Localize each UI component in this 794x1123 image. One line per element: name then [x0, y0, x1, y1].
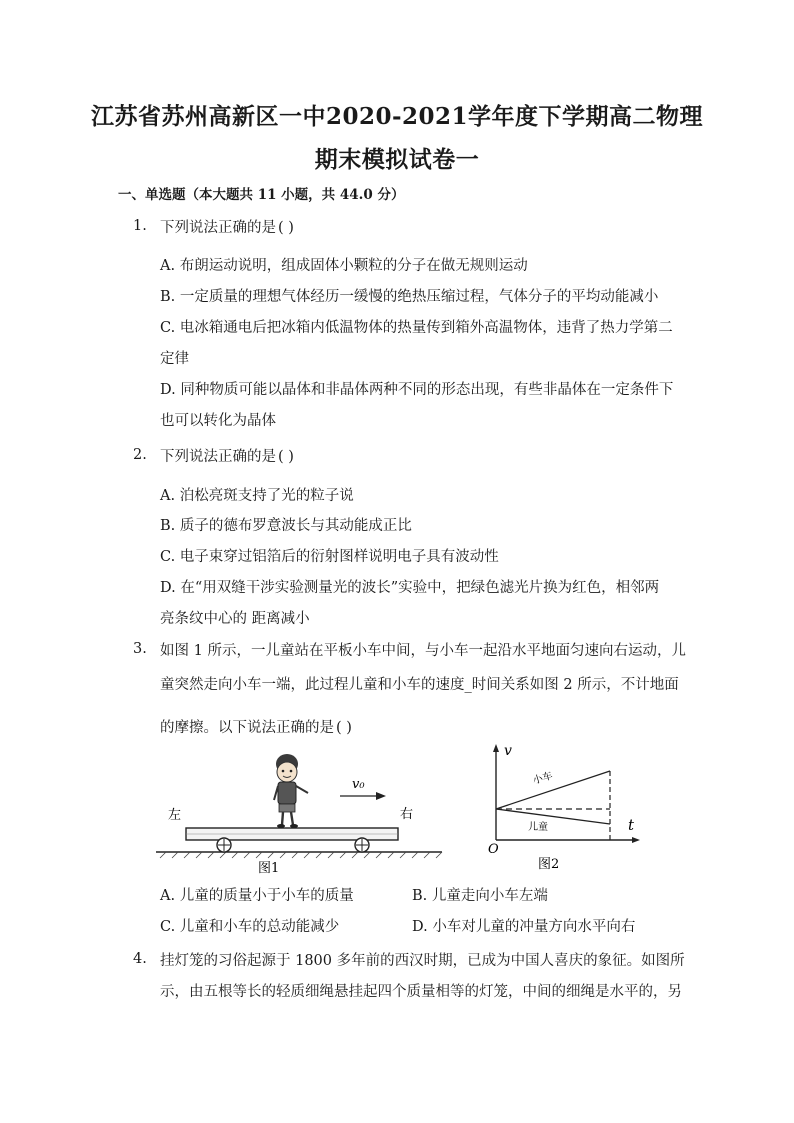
option-c: C. 电冰箱通电后把冰箱内低温物体的热量传到箱外高温物体，违背了热力学第二	[160, 320, 673, 336]
origin-label: O	[488, 842, 499, 857]
x-axis-label: t	[628, 816, 635, 834]
y-axis-label: v	[504, 743, 512, 759]
question-number: 4.	[133, 951, 147, 967]
title-line-2: 期末模拟试卷一	[314, 146, 480, 173]
option-d-continued: 也可以转化为晶体	[160, 413, 276, 429]
question-number: 2.	[133, 447, 147, 463]
option-a: A. 儿童的质量小于小车的质量	[160, 888, 354, 904]
option-d: D. 小车对儿童的冲量方向水平向右	[412, 919, 636, 935]
option-d-continued: 亮条纹中心的 距离减小	[160, 611, 310, 627]
option-c: C. 儿童和小车的总动能减少	[160, 919, 340, 935]
option-a: A. 泊松亮斑支持了光的粒子说	[160, 488, 354, 504]
option-c-continued: 定律	[160, 351, 189, 367]
question-stem-line-2: 童突然走向小车一端，此过程儿童和小车的速度_时间关系如图 2 所示，不计地面	[160, 677, 679, 693]
question-stem-line-1: 如图 1 所示，一儿童站在平板小车中间，与小车一起沿水平地面匀速向右运动，儿	[160, 643, 686, 659]
stem-text: 下列说法正确的是	[160, 449, 276, 465]
cart-line	[496, 771, 610, 809]
stem-text: 的摩擦。以下说法正确的是	[160, 720, 334, 736]
answer-paren: ( )	[336, 720, 352, 736]
right-label: 右	[400, 807, 414, 822]
cart-wheel-left	[217, 838, 231, 852]
question-stem	[160, 445, 294, 466]
question-stem-line-1: 挂灯笼的习俗起源于 1800 多年前的西汉时期，已成为中国人喜庆的象征。如图所	[160, 953, 685, 969]
option-d: D. 同种物质可能以晶体和非晶体两种不同的形态出现，有些非晶体在一定条件下	[160, 382, 674, 398]
option-b: B. 一定质量的理想气体经历一缓慢的绝热压缩过程，气体分子的平均动能减小	[160, 289, 659, 305]
child-figure	[274, 754, 308, 828]
figure-1-caption: 图1	[258, 861, 280, 876]
option-d: D. 在“用双缝干涉实验测量光的波长”实验中，把绿色滤光片换为红色，相邻两	[160, 580, 660, 596]
option-c: C. 电子束穿过铝箔后的衍射图样说明电子具有波动性	[160, 549, 499, 565]
answer-paren: ( )	[278, 220, 294, 236]
left-label: 左	[168, 808, 182, 823]
question-stem	[160, 216, 294, 237]
cart-line-label: 小车	[531, 770, 555, 787]
cart-wheel-right	[355, 838, 369, 852]
question-stem-line-3	[160, 716, 352, 737]
option-b: B. 质子的德布罗意波长与其动能成正比	[160, 518, 412, 534]
velocity-label: v₀	[352, 777, 365, 792]
stem-text: 下列说法正确的是	[160, 220, 276, 236]
option-b: B. 儿童走向小车左端	[412, 888, 548, 904]
question-number: 1.	[133, 218, 147, 234]
answer-paren: ( )	[278, 449, 294, 465]
option-a: A. 布朗运动说明，组成固体小颗粒的分子在做无规则运动	[160, 258, 528, 274]
velocity-arrowhead	[376, 792, 386, 800]
child-line-label: 儿童	[528, 822, 548, 833]
figure-1-child-on-cart	[150, 750, 450, 880]
figure-2-caption: 图2	[538, 857, 560, 872]
figure-2-vt-graph	[478, 742, 648, 877]
child-line	[496, 809, 610, 824]
question-number: 3.	[133, 641, 147, 657]
question-stem-line-2: 示，由五根等长的轻质细绳悬挂起四个质量相等的灯笼，中间的细绳是水平的，另	[160, 984, 682, 1000]
title-line-1: 江苏省苏州高新区一中2020-2021学年度下学期高二物理	[90, 103, 704, 130]
section-heading: 一、单选题（本大题共 11 小题，共 44.0 分）	[118, 187, 405, 203]
ground-hatching	[160, 852, 442, 858]
